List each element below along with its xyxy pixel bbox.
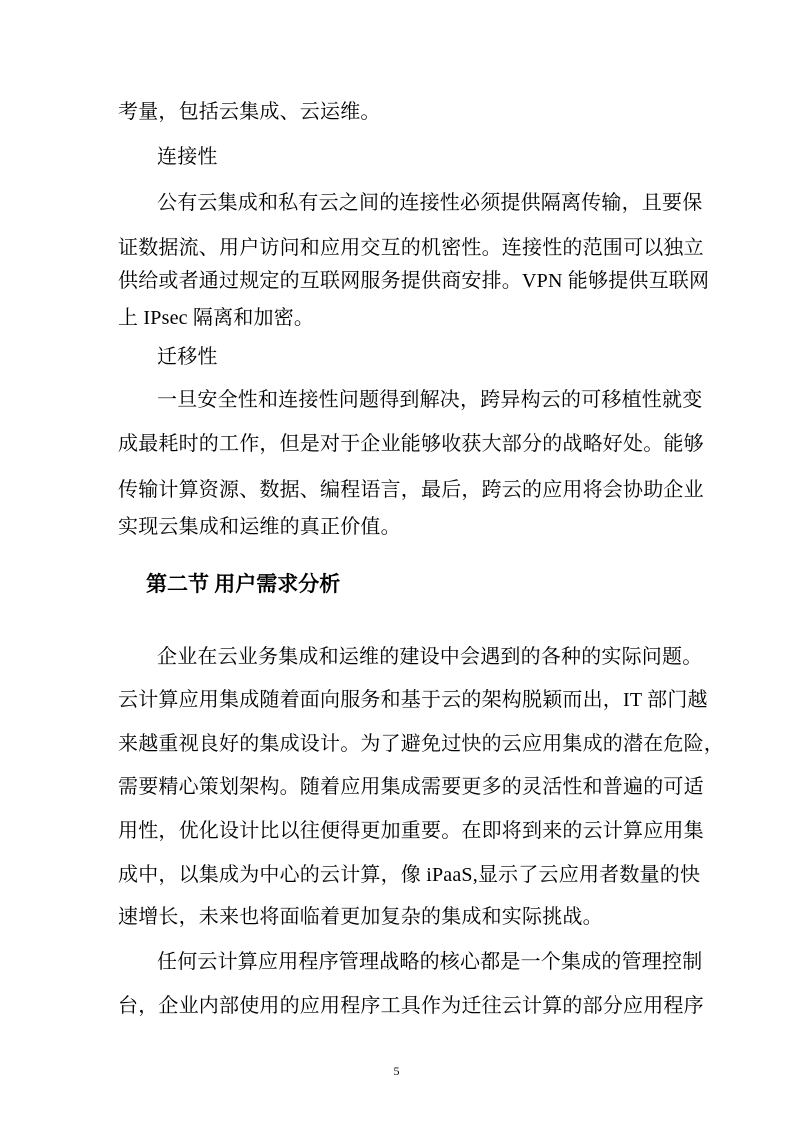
text-line: 来越重视良好的集成设计。为了避免过快的云应用集成的潜在危险，: [118, 733, 724, 755]
text-line: 传输计算资源、数据、编程语言，最后，跨云的应用将会协助企业: [118, 479, 704, 501]
text-line: 证数据流、用户访问和应用交互的机密性。连接性的范围可以独立: [118, 237, 704, 259]
text-line: 一旦安全性和连接性问题得到解决，跨异构云的可移植性就变: [157, 389, 703, 411]
subheading-connectivity: 连接性: [157, 146, 218, 168]
section-heading: 第二节 用户需求分析: [146, 572, 341, 596]
text-line: 任何云计算应用程序管理战略的核心都是一个集成的管理控制: [157, 951, 703, 973]
text-line: 用性，优化设计比以往便得更加重要。在即将到来的云计算应用集: [118, 820, 704, 842]
text-line: 实现云集成和运维的真正价值。: [118, 516, 401, 538]
text-line: 成最耗时的工作，但是对于企业能够收获大部分的战略好处。能够: [118, 433, 704, 455]
text-line: 台，企业内部使用的应用程序工具作为迁往云计算的部分应用程序: [118, 995, 704, 1017]
text-line: 速增长，未来也将面临着更加复杂的集成和实际挑战。: [118, 906, 603, 928]
text-line: 公有云集成和私有云之间的连接性必须提供隔离传输，且要保: [157, 192, 703, 214]
text-line: 成中，以集成为中心的云计算，像 iPaaS,显示了云应用者数量的快: [118, 864, 701, 886]
text-line: 供给或者通过规定的互联网服务提供商安排。VPN 能够提供互联网: [118, 270, 710, 292]
text-line: 企业在云业务集成和运维的建设中会遇到的各种的实际问题。: [157, 646, 703, 668]
text-line: 需要精心策划架构。随着应用集成需要更多的灵活性和普遍的可适: [118, 776, 704, 798]
text-line: 考量，包括云集成、云运维。: [118, 101, 381, 123]
page-number: 5: [393, 1064, 400, 1078]
text-line: 上 IPsec 隔离和加密。: [118, 307, 315, 329]
text-line: 云计算应用集成随着面向服务和基于云的架构脱颖而出，IT 部门越: [118, 689, 708, 711]
subheading-migration: 迁移性: [157, 346, 218, 368]
